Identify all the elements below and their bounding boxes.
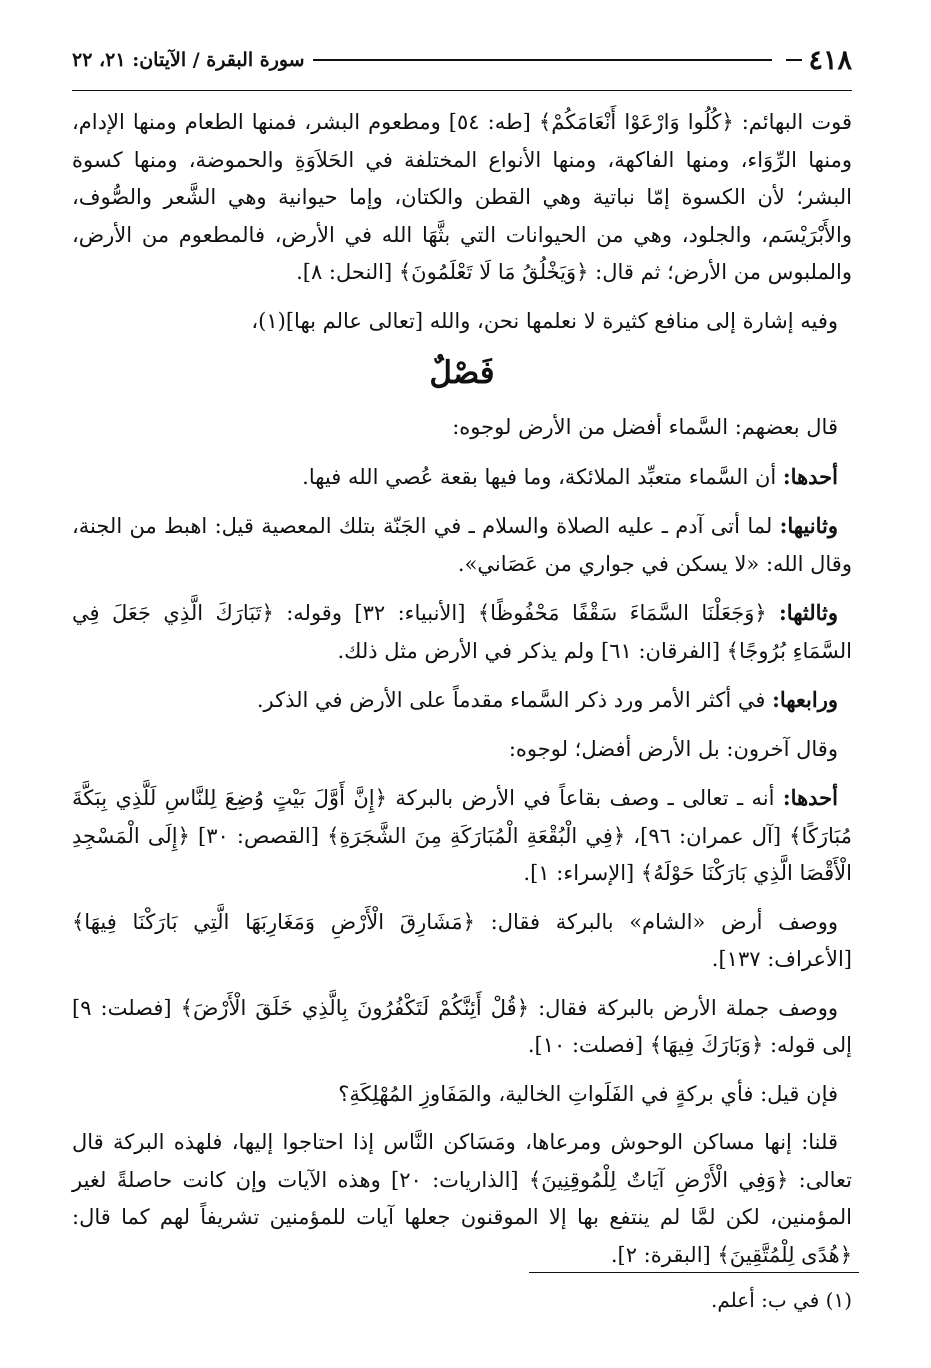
paragraph-6 [72, 594, 852, 670]
section-heading: فَصْلٌ [429, 355, 495, 391]
paragraph-2: وفيه إشارة إلى منافع كثيرة لا نعلمها نحن، والله [تعالى عالم بها](١)، [251, 308, 838, 333]
paragraph-1: قوت البهائم: ﴿كُلُوا وَارْعَوْا أَنْعَامَكُمْ﴾ [طه: ٥٤] ومطعوم البشر، فمنها الطعام ومنها الإدام، ومنها الرِّوَاء، ومنها الفاكهة، ومنها الأنواع المختلفة في الحَلاَوَةِ والحموضة، ومنها كسوة البشر؛ لأن الكسوة إمّا نباتية وهي القطن والكتان، وإما حيوانية وهي الشَّعر والصُّوف، والأَبْرَيْسَم، والجلود، وهي من الحيوانات التي بثَّهَا الله في الأرض، فالمطعوم من الأرض، والملبوس من الأرض؛ ثم قال: ﴿وَيَخْلُقُ مَا لَا تَعْلَمُونَ﴾ [النحل: ٨]. [72, 110, 853, 284]
header-title: سورة البقرة / الآيتان: ٢١، ٢٢ [72, 49, 305, 71]
paragraph-13: قلنا: إنها مساكن الوحوش ومرعاها، ومَسَاكن النَّاس إذا احتاجوا إليها، فلهذه البركة قال تعالى: ﴿وَفِي الْأَرْضِ آيَاتٌ لِلْمُوقِنِينَ﴾ [الذاريات: ٢٠] وهذه الآيات وإن كانت حاصلةً لغير المؤمنين، لكن لمَّا لم ينتفع بها إلا الموقنون جعلها آيات للمؤمنين تشريفاً لهم كما قال: ﴿هُدًى لِلْمُتَّقِينَ﴾ [البقرة: ٢]. [72, 1130, 852, 1267]
main-text [72, 104, 852, 1285]
point-text: أن السَّماء متعبِّد الملائكة، وما فيها بقعة عُصي الله فيها. [302, 464, 783, 489]
footnote-rule [529, 1272, 859, 1273]
footnote: (١) في ب: أعلم. [710, 1288, 852, 1312]
point-label: وثالثها: [779, 600, 838, 625]
paragraph-5 [72, 507, 852, 583]
header-rule-long [313, 59, 773, 61]
paragraph-12: فإن قيل: فأي بركةٍ في الفَلَواتِ الخالية، والمَفَاوزِ المُهْلِكَةِ؟ [338, 1081, 838, 1106]
point-text: أنه ـ تعالى ـ وصف بقاعاً في الأرض بالبركة ﴿إِنَّ أَوَّلَ بَيْتٍ وُضِعَ لِلنَّاسِ لَلَّذِي بِبَكَّةَ مُبَارَكًا﴾ [آل عمران: ٩٦]، ﴿فِي الْبُقْعَةِ الْمُبَارَكَةِ مِنَ الشَّجَرَةِ﴾ [القصص: ٣٠] ﴿إِلَى الْمَسْجِدِ الْأَقْصَا الَّذِي بَارَكْنَا حَوْلَهُ﴾ [الإسراء: ١]. [72, 786, 852, 885]
paragraph-4 [72, 458, 852, 497]
page-number: ٤١٨ [808, 44, 852, 76]
point-text: ﴿وَجَعَلْنَا السَّمَاءَ سَقْفًا مَحْفُوظًا﴾ [الأنبياء: ٣٢] وقوله: ﴿تَبَارَكَ الَّذِي جَعَلَ فِي السَّمَاءِ بُرُوجًا﴾ [الفرقان: ٦١] ولم يذكر في الأرض مثل ذلك. [72, 601, 852, 663]
point-label: وثانيها: [779, 513, 838, 538]
paragraph-10: ووصف أرض «الشام» بالبركة فقال: ﴿مَشَارِقَ الْأَرْضِ وَمَغَارِبَهَا الَّتِي بَارَكْنَا فِيهَا﴾ [الأعراف: ١٣٧]. [72, 909, 852, 971]
paragraph-7 [72, 681, 852, 720]
point-text: في أكثر الأمر ورد ذكر السَّماء مقدماً على الأرض في الذكر. [256, 688, 773, 712]
paragraph-3: قال بعضهم: السَّماء أفضل من الأرض لوجوه: [452, 415, 838, 439]
header-underline [72, 90, 852, 91]
paragraph-11: ووصف جملة الأرض بالبركة فقال: ﴿قُلْ أَئِنَّكُمْ لَتَكْفُرُونَ بِالَّذِي خَلَقَ الْأَرْضَ﴾ [فصلت: ٩] إلى قوله: ﴿وَبَارَكَ فِيهَا﴾ [فصلت: ١٠]. [72, 995, 852, 1057]
paragraph-9 [72, 779, 852, 893]
point-label: ورابعها: [772, 687, 838, 712]
point-label: أحدها: [782, 785, 838, 810]
paragraph-8: وقال آخرون: بل الأرض أفضل؛ لوجوه: [508, 736, 838, 761]
point-text: لما أتى آدم ـ عليه الصلاة والسلام ـ في الجَنّة بتلك المعصية قيل: اهبط من الجنة، وقال الله: «لا يسكن في جواري من عَصَاني». [72, 514, 852, 576]
point-label: أحدها: [782, 463, 838, 489]
running-header [72, 40, 852, 80]
header-rule-short [786, 59, 802, 61]
